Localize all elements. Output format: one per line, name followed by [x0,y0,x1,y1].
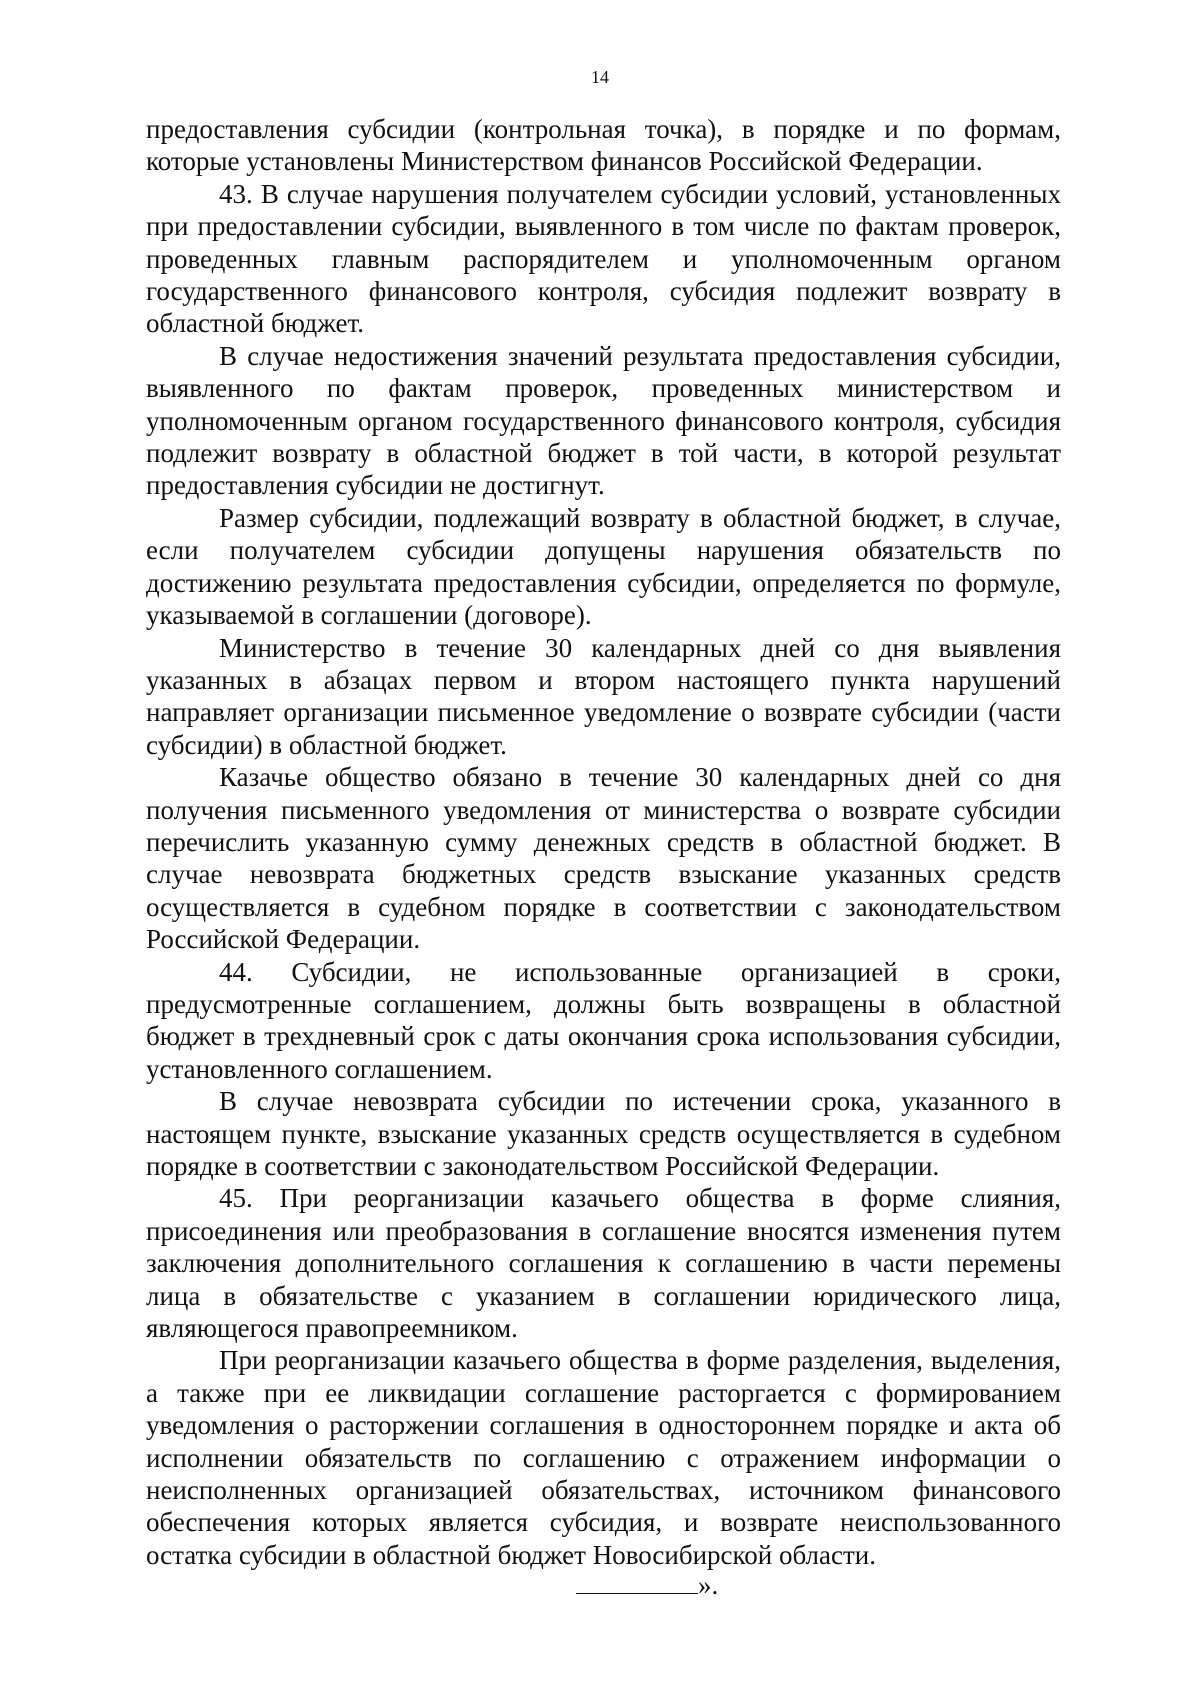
document-body [146,113,1061,1571]
paragraph-refund-amount: Размер субсидии, подлежащий возврату в областной бюджет, в случае, если получателем субсидии допущены нарушения обязательств по достижению результата предоставления субсидии, определяется по формуле, указываемой в соглашении (договоре). [146,502,1061,631]
closing-mark [576,1567,718,1601]
paragraph-clause-44: 44. Субсидии, не использованные организацией в сроки, предусмотренные соглашением, должны быть возвращены в областной бюджет в трехдневный срок с даты окончания срока использования субсидии, установленного соглашением. [146,956,1061,1084]
paragraph-clause-43: 43. В случае нарушения получателем субсидии условий, установленных при предоставлении субсидии, выявленного в том числе по фактам проверок, проведенных главным распорядителем и уполномоченным органом государственного финансового контроля, субсидия подлежит возврату в областной бюджет. [146,178,1061,339]
paragraph-reorganization: При реорганизации казачьего общества в форме разделения, выделения, а также при ее ликвидации соглашение расторгается с формированием уведомления о расторжении соглашения в одностороннем порядке и акта об исполнении обязательств по соглашению с отражением информации о неисполненных организацией обязательствах, источником финансового обеспечения которых является субсидия, и возврате неиспользованного остатка субсидии в областной бюджет Новосибирской области. [146,1345,1061,1570]
closing-underline [576,1567,698,1594]
paragraph-clause-45: 45. При реорганизации казачьего общества в форме слияния, присоединения или преобразования в соглашение вносятся изменения путем заключения дополнительного соглашения к соглашению в части перемены лица в обязательстве с указанием в соглашении юридического лица, являющегося правопреемником. [146,1183,1061,1344]
closing-quote: ». [698,1570,719,1600]
paragraph-continuation: предоставления субсидии (контрольная точка), в порядке и по формам, которые установлены Министерством финансов Российской Федерации. [146,114,1061,177]
paragraph-non-achievement: В случае недостижения значений результата предоставления субсидии, выявленного по фактам проверок, проведенных министерством и уполномоченным органом государственного финансового контроля, субсидия подлежит возврату в областной бюджет в той части, в которой результат предоставления субсидии не достигнут. [146,340,1061,501]
paragraph-cossack-obligation: Казачье общество обязано в течение 30 календарных дней со дня получения письменного уведомления от министерства о возврате субсидии перечислить указанную сумму денежных средств в областной бюджет. В случае невозврата бюджетных средств взыскание указанных средств осуществляется в судебном порядке в соответствии с законодательством Российской Федерации. [146,762,1061,955]
page-number: 14 [591,67,609,87]
paragraph-non-return: В случае невозврата субсидии по истечении срока, указанного в настоящем пункте, взыскание указанных средств осуществляется в судебном порядке в соответствии с законодательством Российской Федерации. [146,1086,1061,1181]
paragraph-ministry-notice: Министерство в течение 30 календарных дней со дня выявления указанных в абзацах первом и втором настоящего пункта нарушений направляет организации письменное уведомление о возврате субсидии (части субсидии) в областной бюджет. [146,632,1061,760]
